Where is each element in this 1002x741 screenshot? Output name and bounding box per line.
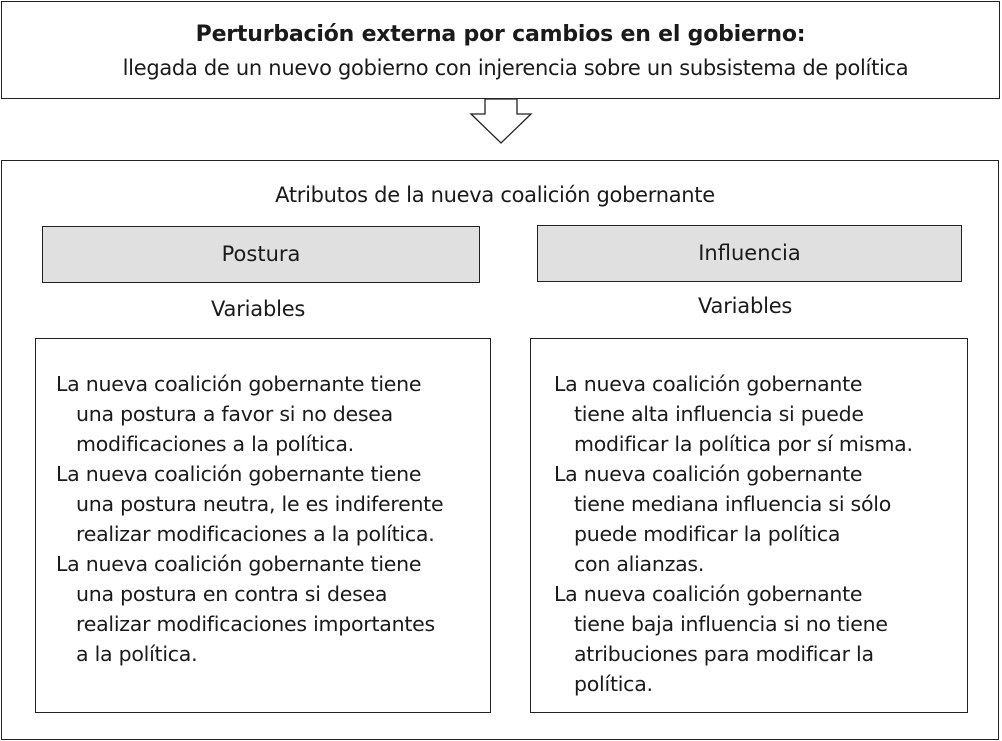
influencia-item-alta: La nueva coalición gobernante tiene alta influencia si puede modificar la política por sí misma.	[554, 372, 913, 456]
coalition-attributes-title: Atributos de la nueva coalición gobernante	[275, 183, 715, 207]
influencia-item-baja: La nueva coalición gobernante tiene baja influencia si no tiene atribuciones para modificar la política.	[554, 582, 888, 696]
postura-item-contra: La nueva coalición gobernante tiene una postura en contra si desea realizar modificaciones importantes a la política.	[56, 552, 435, 666]
down-arrow-icon	[469, 98, 533, 145]
postura-item-neutra: La nueva coalición gobernante tiene una postura neutra, le es indiferente realizar modificaciones a la política.	[56, 462, 444, 546]
postura-item-favor: La nueva coalición gobernante tiene una postura a favor si no desea modificaciones a la política.	[56, 372, 422, 456]
influencia-item-mediana: La nueva coalición gobernante tiene mediana influencia si sólo puede modificar la política con alianzas.	[554, 462, 891, 576]
variables-label-postura: Variables	[211, 297, 306, 321]
external-disturbance-box	[1, 1, 1000, 99]
disturbance-description: llegada de un nuevo gobierno con injerencia sobre un subsistema de política	[122, 56, 909, 80]
variables-label-influencia: Variables	[698, 294, 793, 318]
category-postura: Postura	[42, 226, 480, 283]
postura-variables-list	[35, 338, 491, 713]
disturbance-title: Perturbación externa por cambios en el gobierno:	[195, 22, 806, 47]
influencia-variables-list	[530, 338, 968, 713]
category-influencia: Influencia	[537, 225, 962, 282]
